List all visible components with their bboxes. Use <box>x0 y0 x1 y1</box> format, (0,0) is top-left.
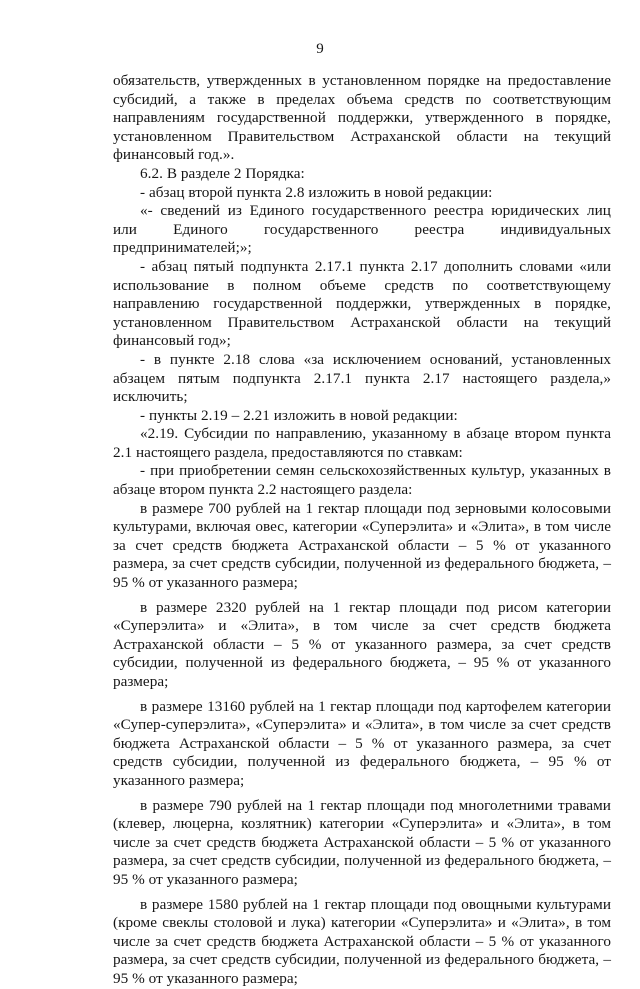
paragraph-seeds-intro: - при приобретении семян сельскохозяйственных культур, указанных в абзаце втором пункта 2.2 настоящего раздела: <box>113 462 611 499</box>
paragraph-rate-grain: в размере 700 рублей на 1 гектар площади под зерновыми колосовыми культурами, включая овес, категории «Суперэлита» и «Элита», в том числе за счет средств бюджета Астраханской области – 5 % от указанного размера, за счет средств субсидии, полученной из федерального бюджета, – 95 % от указанного размера; <box>113 499 611 592</box>
paragraph-rate-grasses: в размере 790 рублей на 1 гектар площади под многолетними травами (клевер, люцерна, козлятник) категории «Суперэлита» и «Элита», в том числе за счет средств бюджета Астраханской области – 5 % от указанного размера, за счет средств субсидии, полученной из федерального бюджета, – 95 % от указанного размера; <box>113 796 611 888</box>
paragraph-amendment-2-18: - в пункте 2.18 слова «за исключением оснований, установленных абзацем пятым подпункта 2.17.1 пункта 2.17 настоящего раздела,» исключить; <box>113 350 611 406</box>
paragraph-rate-vegetables: в размере 1580 рублей на 1 гектар площади под овощными культурами (кроме свеклы столовой и лука) категории «Суперэлита» и «Элита», в том числе за счет средств бюджета Астраханской области – 5 % от указанного размера, за счет средств субсидии, полученной из федерального бюджета, – 95 % от указанного размера; <box>113 895 611 987</box>
paragraph-section-heading: 6.2. В разделе 2 Порядка: <box>140 164 305 182</box>
paragraph-amendment-2-8: - абзац второй пункта 2.8 изложить в новой редакции: <box>140 183 493 201</box>
paragraph-rate-potato: в размере 13160 рублей на 1 гектар площади под картофелем категории «Супер-суперэлита», «Суперэлита» и «Элита», в том числе за счет средств бюджета Астраханской области – 5 % от указанного размера, за счет средств субсидии, полученной из федерального бюджета, – 95 % от указанного размера; <box>113 697 611 789</box>
paragraph-rate-rice: в размере 2320 рублей на 1 гектар площади под рисом категории «Суперэлита» и «Элита», в том числе за счет средств бюджета Астраханской области – 5 % от указанного размера, за счет средств субсидии, полученной из федерального бюджета, – 95 % от указанного размера; <box>113 598 611 690</box>
paragraph-amendment-2-19-2-21: - пункты 2.19 – 2.21 изложить в новой редакции: <box>140 406 458 424</box>
paragraph-continuation: обязательств, утвержденных в установленном порядке на предоставление субсидий, а также в пределах объема средств по соответствующим направлениям государственной поддержки, утвержденного в порядке, установленном Правительством Астраханской области на текущий финансовый год.». <box>113 72 611 164</box>
page-number: 9 <box>316 41 324 57</box>
paragraph-new-text-2-8: «- сведений из Единого государственного реестра юридических лиц или Единого государственного реестра индивидуальных предпринимателей;»; <box>113 202 611 257</box>
document-body <box>113 72 611 989</box>
paragraph-amendment-2-17: - абзац пятый подпункта 2.17.1 пункта 2.17 дополнить словами «или использование в полном объеме средств по соответствующему направлению государственной поддержки, утвержденных в порядке, установленном Правительством Астраханской области на текущий финансовый год»; <box>113 257 611 350</box>
paragraph-point-2-19: «2.19. Субсидии по направлению, указанному в абзаце втором пункта 2.1 настоящего раздела, предоставляются по ставкам: <box>113 425 611 461</box>
